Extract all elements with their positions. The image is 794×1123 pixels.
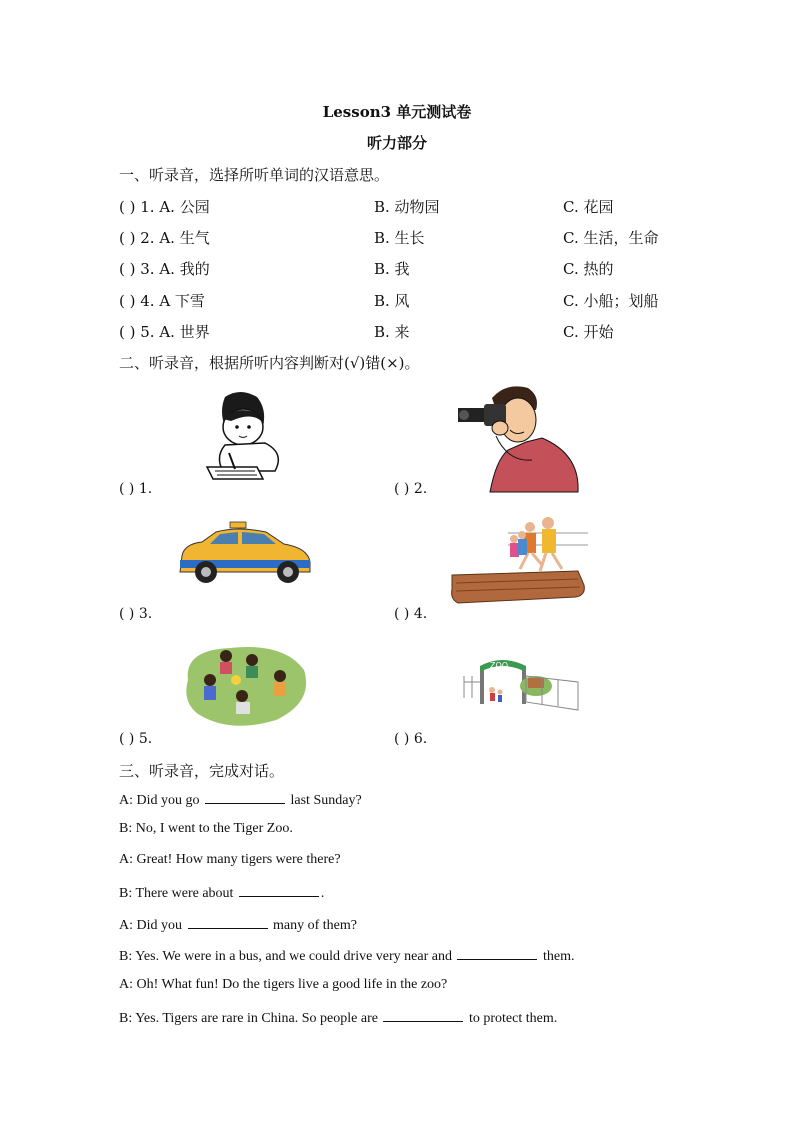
dialogue-line <box>119 852 341 868</box>
answer-blank[interactable] <box>457 946 537 960</box>
children-playing-image <box>180 640 312 732</box>
judge-label-1: ( ) 1. <box>119 481 153 497</box>
section2-heading: 二、听录音，根据所听内容判断对(√)错(×)。 <box>119 354 420 372</box>
dialogue-text: to protect them. <box>468 1011 558 1026</box>
page-title: Lesson3 单元测试卷 <box>322 103 472 121</box>
option-c: C. 小船；划船 <box>563 292 659 310</box>
list-item <box>119 227 719 249</box>
list-item <box>119 258 719 280</box>
svg-text:ZOO: ZOO <box>490 661 509 670</box>
option-a: ( ) 4. A 下雪 <box>119 292 205 310</box>
judge-label-4: ( ) 4. <box>394 606 428 622</box>
list-item <box>119 196 719 218</box>
option-c: C. 开始 <box>563 323 614 341</box>
dialogue-line <box>119 946 574 965</box>
judge-label-3: ( ) 3. <box>119 606 153 622</box>
dialogue-line <box>119 790 362 809</box>
dialogue-text: B: There were about <box>119 886 234 901</box>
option-a: ( ) 5. A. 世界 <box>119 323 210 341</box>
dialogue-text: last Sunday? <box>290 793 362 808</box>
dialogue-text: A: Did you go <box>119 793 200 808</box>
answer-blank[interactable] <box>239 883 319 897</box>
option-c: C. 生活，生命 <box>563 229 659 247</box>
option-a: ( ) 3. A. 我的 <box>119 260 210 278</box>
option-c: C. 热的 <box>563 260 614 278</box>
page-subtitle: 听力部分 <box>366 134 427 152</box>
judge-label-5: ( ) 5. <box>119 731 153 747</box>
dialogue-text: A: Oh! What fun! Do the tigers live a good life in the zoo? <box>119 977 448 992</box>
option-a: ( ) 2. A. 生气 <box>119 229 210 247</box>
judge-label-6: ( ) 6. <box>394 731 428 747</box>
dialogue-text: B: Yes. We were in a bus, and we could drive very near and <box>119 949 452 964</box>
dialogue-text: B: Yes. Tigers are rare in China. So people are <box>119 1011 378 1026</box>
answer-blank[interactable] <box>205 790 285 804</box>
option-b: B. 来 <box>374 323 410 341</box>
runners-race-image <box>448 513 590 605</box>
boy-writing-image <box>195 387 285 487</box>
option-b: B. 风 <box>374 292 410 310</box>
dialogue-line <box>119 821 293 837</box>
option-b: B. 生长 <box>374 229 425 247</box>
judge-label-2: ( ) 2. <box>394 481 428 497</box>
option-b: B. 我 <box>374 260 410 278</box>
option-a: ( ) 1. A. 公园 <box>119 198 210 216</box>
dialogue-line <box>119 977 447 993</box>
section1-heading: 一、听录音，选择所听单词的汉语意思。 <box>119 166 390 184</box>
section3-heading: 三、听录音，完成对话。 <box>119 762 285 780</box>
taxi-car-image <box>176 520 314 590</box>
dialogue-text: many of them? <box>273 918 357 933</box>
dialogue-text: . <box>320 886 325 901</box>
dialogue-text: A: Did you <box>119 918 182 933</box>
dialogue-line <box>119 883 324 902</box>
dialogue-text: B: No, I went to the Tiger Zoo. <box>119 821 293 836</box>
dialogue-text: them. <box>542 949 575 964</box>
dialogue-line <box>119 1008 557 1027</box>
zoo-gate-image <box>462 656 580 714</box>
list-item <box>119 290 719 312</box>
answer-blank[interactable] <box>383 1008 463 1022</box>
list-item <box>119 321 719 343</box>
dialogue-text: A: Great! How many tigers were there? <box>119 852 341 867</box>
answer-blank[interactable] <box>188 915 268 929</box>
man-with-camera-image <box>456 380 581 495</box>
option-b: B. 动物园 <box>374 198 440 216</box>
dialogue-line <box>119 915 357 934</box>
option-c: C. 花园 <box>563 198 614 216</box>
